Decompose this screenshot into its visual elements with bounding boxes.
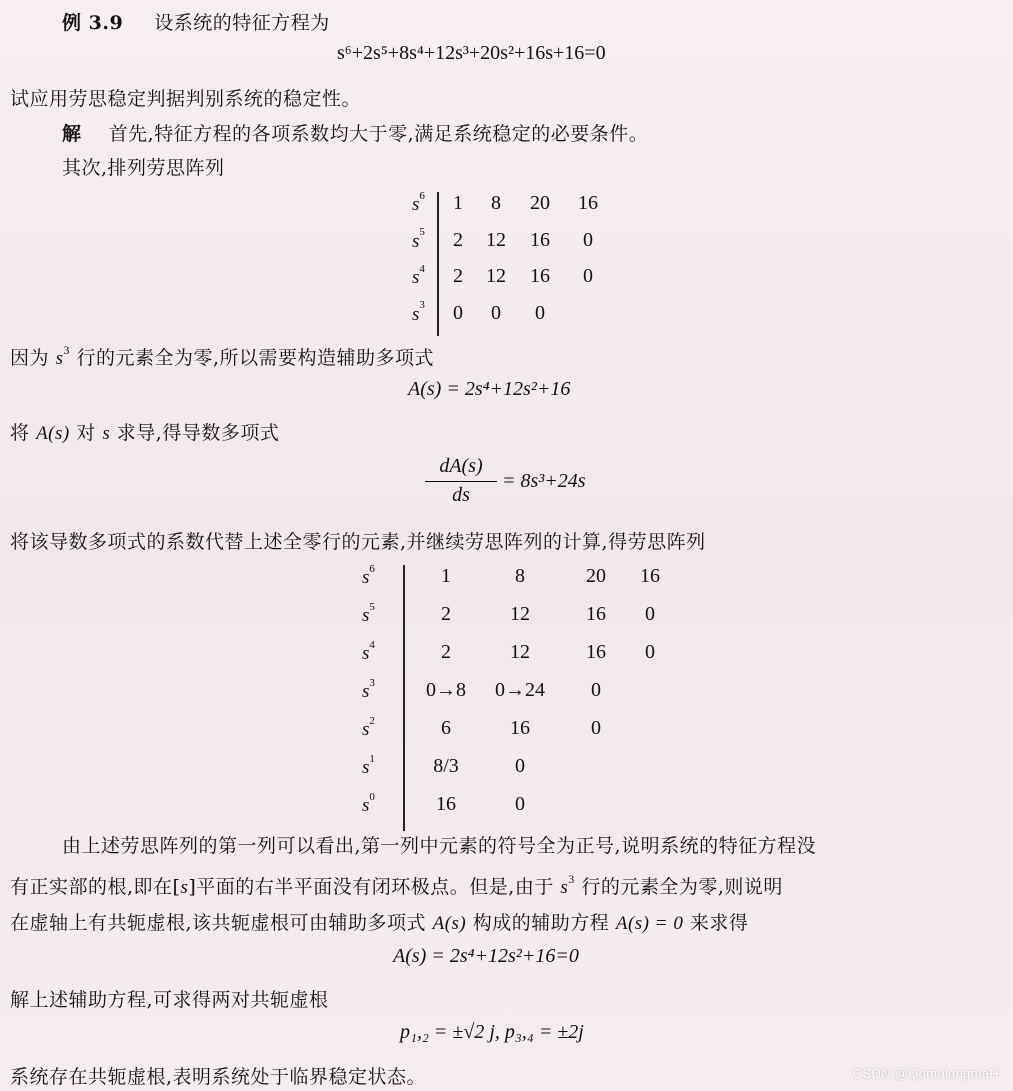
routh_table_1-cell: 20 [530,192,550,214]
routh_table_2-row-power: 3 [369,676,375,689]
derivative-rhs: = 8s³+24s [502,470,586,492]
routh_table_1-cell: 2 [453,228,463,251]
s3-symbol-2: $s^3$ [560,871,575,898]
para-line2 [10,872,783,899]
para2-a: 有正实部的根,即在[ [10,876,181,898]
routh_table_1-divider [437,192,439,336]
routh_table_2-row-power: 4 [369,638,375,651]
routh_table_2-cell: 20 [586,565,606,587]
routh_table_2-cell: 0→24 [495,679,545,701]
line3 [10,343,434,370]
routh_table_2-row-power: 2 [369,714,375,727]
routh_table_1-row-label: $s^5$ [412,226,425,252]
routh_table_2-cell: 6 [441,717,451,739]
line3-prefix: 因为 [10,347,50,369]
solution-line2: 其次,排列劳思阵列 [62,157,225,179]
routh_table_1-cell: 0 [535,301,545,324]
line3-suffix: 行的元素全为零,所以需要构造辅助多项式 [76,347,435,369]
routh_table_2-cell: 2 [441,641,451,663]
routh_table_2-cell: 16 [436,793,456,815]
line4-prefix: 将 [10,422,30,444]
routh_table_2-cell: 0 [515,793,525,815]
characteristic-equation-text: s⁶+2s⁵+8s⁴+12s³+20s²+16s+16=0 [337,42,606,64]
roots: p₁,₂ = ±√2 j, p₃,₄ = ±2j [400,1021,584,1043]
routh_table_2-cell: 1 [441,565,451,587]
routh_table_1-cell: 16 [530,228,550,251]
routh_table_1-cell: 12 [486,228,506,251]
routh_table_2-row-label: $s^1$ [362,752,375,778]
As-symbol-2: A(s) [432,913,467,934]
routh_table_1-cell: 0 [583,265,593,287]
routh_table_1-cell: 16 [578,192,598,214]
routh_table_1-row-label: $s^4$ [412,262,425,288]
routh_table_1-cell: 8 [491,192,501,214]
solution-line1 [62,119,648,146]
routh_table_2-row-label: $s^2$ [362,714,375,740]
routh_table_2-cell: 8/3 [433,755,459,777]
routh_table_2-row-power: 0 [369,790,375,803]
routh_table_1-row-label: $s^3$ [412,299,425,325]
para-line1: 由上述劳思阵列的第一列可以看出,第一列中元素的符号全为正号,说明系统的特征方程没 [62,835,817,857]
routh_table_2-cell: 0 [591,679,601,701]
routh_table_1-cell: 0 [491,301,501,324]
routh_table_1-row-power: 5 [419,226,425,239]
solution-label: 解 [62,123,82,145]
routh_table_2-row-label: $s^6$ [362,562,375,588]
derivative-numerator: dA(s) [439,455,483,477]
routh_table_2-row-label: $s^3$ [362,676,375,702]
routh_table_1-row-power: 6 [419,189,425,202]
routh_table_2-cell: 0 [645,641,655,663]
fraction-bar [425,481,497,482]
routh_table_1-row-power: 4 [419,262,425,275]
para2-b: ]平面的右半平面没有闭环极点。但是,由于 [188,876,554,898]
routh_table_1-row-label: $s^6$ [412,189,425,215]
s-symbol: s [102,423,111,444]
routh_table_2-row-label: $s^0$ [362,790,375,816]
routh_table_2-cell: 16 [640,565,660,587]
para2-c: 行的元素全为零,则说明 [581,876,783,898]
routh_table_2-row-power: 5 [369,600,375,613]
para3-b: 构成的辅助方程 [472,912,610,934]
line4 [10,418,279,445]
routh_table_2-cell: 16 [586,603,606,625]
line5: 将该导数多项式的系数代替上述全零行的元素,并继续劳思阵列的计算,得劳思阵列 [10,531,706,553]
derivative-denominator: ds [452,484,470,506]
example-header [62,8,330,35]
example-intro: 设系统的特征方程为 [154,12,330,34]
routh_table_2-cell: 12 [510,641,530,663]
As-symbol: A(s) [36,423,70,444]
routh_table_1-cell: 0 [583,228,593,251]
routh_table_2-cell: 0 [645,603,655,625]
routh_table_2-cell: 8 [515,565,525,587]
routh_table_2-row-power: 6 [369,562,375,575]
routh_table_2-cell: 0 [515,755,525,777]
routh_table_1-cell: 16 [530,265,550,287]
routh_table_1-row-power: 3 [419,299,425,312]
routh_table_2-cell: 16 [586,641,606,663]
solution-line1-text: 首先,特征方程的各项系数均大于零,满足系统稳定的必要条件。 [108,123,649,145]
line4-mid: 对 [76,422,96,444]
routh_table_2-cell: 0→8 [426,679,466,701]
routh_table_2-row-label: $s^4$ [362,638,375,664]
characteristic-equation [337,42,606,65]
s3-symbol: $s^3$ [55,342,70,369]
watermark: CSDN @QomolangmaH [852,1066,999,1081]
routh_table_2-row-power: 1 [369,752,375,765]
para-line3 [10,908,748,935]
routh_table_2-cell: 12 [510,603,530,625]
aux-polynomial: A(s) = 2s⁴+12s²+16 [408,378,571,400]
routh_table_1-cell: 1 [453,192,463,214]
routh_table_2-cell: 16 [510,717,530,739]
task-text: 试应用劳思稳定判据判别系统的稳定性。 [10,88,362,110]
routh_table_1-cell: 0 [453,301,463,324]
line4-suffix: 求导,得导数多项式 [116,422,280,444]
routh_table_1-cell: 2 [453,265,463,287]
As-eq-zero: A(s) = 0 [615,913,684,934]
example-label: 例 3.9 [62,12,124,34]
routh_table_2-cell: 2 [441,603,451,625]
conclusion: 系统存在共轭虚根,表明系统处于临界稳定状态。 [10,1066,427,1088]
s-plane-symbol: s [180,877,189,898]
para3-a: 在虚轴上有共轭虚根,该共轭虚根可由辅助多项式 [10,912,427,934]
line6: 解上述辅助方程,可求得两对共轭虚根 [10,989,329,1011]
routh_table_2-row-label: $s^5$ [362,600,375,626]
routh_table_2-cell: 0 [591,717,601,739]
para3-c: 来求得 [689,912,749,934]
aux-equation: A(s) = 2s⁴+12s²+16=0 [393,945,579,967]
routh_table_2-divider [403,565,405,831]
routh_table_1-cell: 12 [486,265,506,287]
